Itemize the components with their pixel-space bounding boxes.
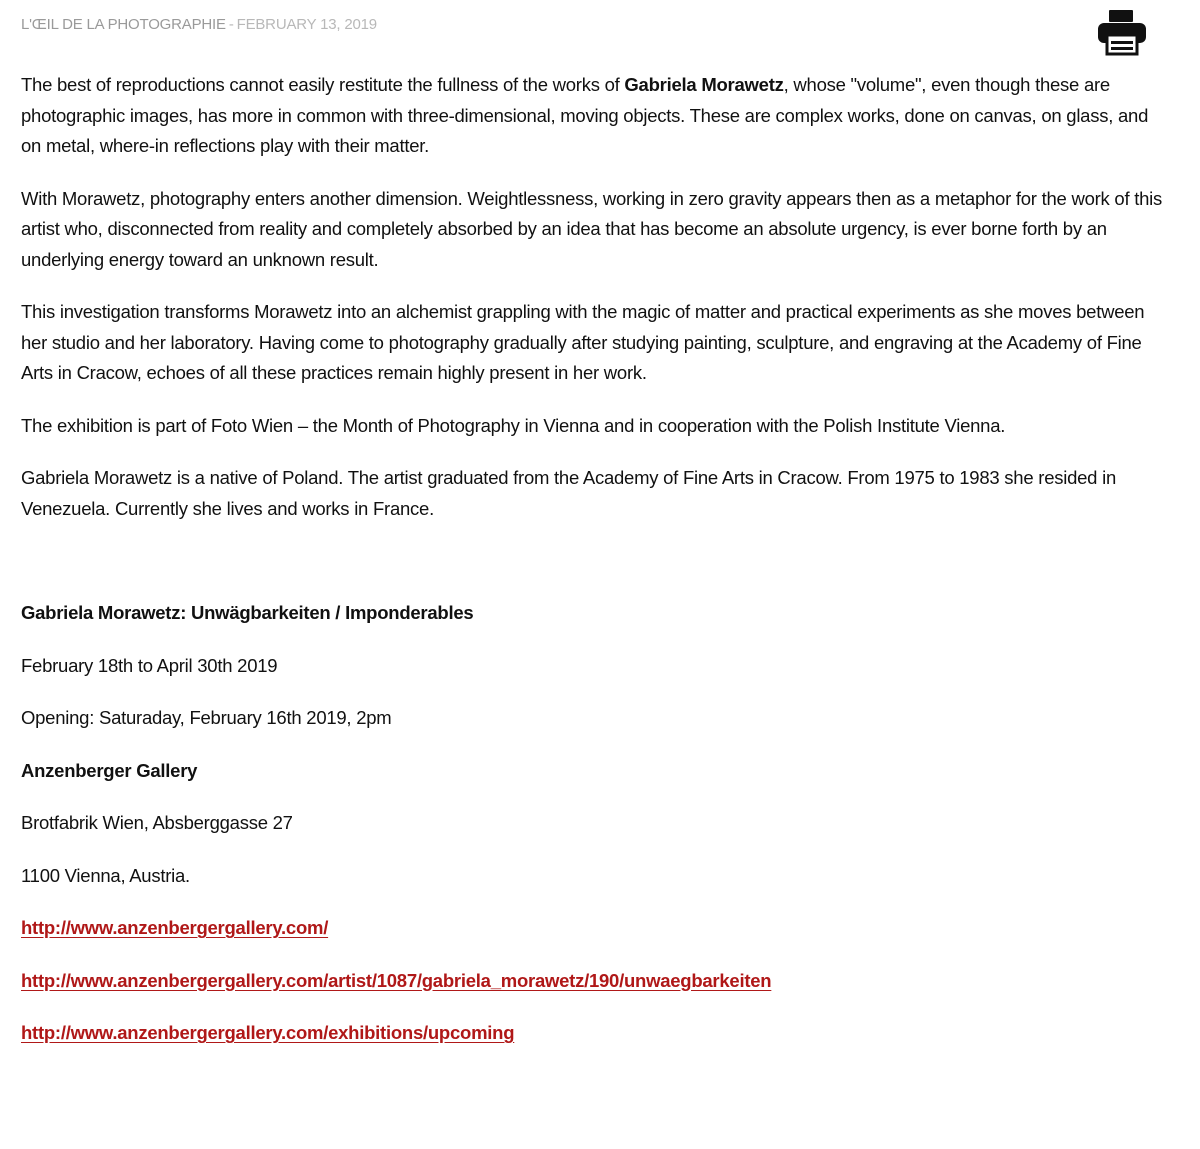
paragraph-1 (21, 70, 1166, 162)
meta-separator: - (228, 16, 234, 33)
link-row-3 (21, 1018, 1166, 1049)
article-body (21, 70, 1166, 1071)
address-line-1: Brotfabrik Wien, Absberggasse 27 (21, 812, 293, 833)
artist-exhibition-link[interactable]: http://www.anzenbergergallery.com/artist/1087/gabriela_morawetz/190/unwaegbarkeiten (21, 969, 772, 991)
gallery-home-link[interactable]: http://www.anzenbergergallery.com/ (21, 917, 329, 938)
source-name: L'ŒIL DE LA PHOTOGRAPHIE (21, 16, 226, 33)
p1-text-before: The best of reproductions cannot easily restitute the fullness of the works of (21, 74, 625, 95)
paragraph-4: The exhibition is part of Foto Wien – the Month of Photography in Vienna and in cooperation with the Polish Institute Vienna. (21, 414, 1006, 436)
upcoming-exhibitions-link[interactable]: http://www.anzenbergergallery.com/exhibitions/upcoming (21, 1022, 515, 1043)
gallery-name (21, 756, 1166, 787)
exhibition-title (21, 598, 1166, 629)
link-row-2 (21, 966, 1166, 997)
exhibition-opening: Opening: Saturaday, February 16th 2019, 2pm (21, 707, 392, 728)
section-spacer (21, 546, 1166, 598)
gallery-name-text: Anzenberger Gallery (21, 759, 198, 781)
artist-name-bold: Gabriela Morawetz (624, 74, 784, 95)
paragraph-5: Gabriela Morawetz is a native of Poland. The artist graduated from the Academy of Fine Arts in Cracow. From 1975 to 1983 she resided in Venezuela. Currently she lives and works in France. (21, 467, 1116, 519)
publish-date: FEBRUARY 13, 2019 (236, 16, 377, 33)
paragraph-2: With Morawetz, photography enters another dimension. Weightlessness, working in zero gravity appears then as a metaphor for the work of this artist who, disconnected from reality and completely absorbed by an idea that has become an absolute urgency, is ever borne forth by an underlying energy toward an unknown result. (21, 187, 1163, 270)
print-button[interactable] (1096, 8, 1148, 56)
article-meta (21, 16, 377, 33)
exhibition-dates: February 18th to April 30th 2019 (21, 654, 278, 676)
p1-text-after: , whose "volume", even though these are photographic images, has more in common with three-dimensional, moving objects. These are complex works, done on canvas, on glass, and on metal, where-in reflections play with their matter. (21, 74, 1149, 156)
exhibition-title-text: Gabriela Morawetz: Unwägbarkeiten / Imponderables (21, 602, 474, 623)
paragraph-3: This investigation transforms Morawetz into an alchemist grappling with the magic of matter and practical experiments as she moves between her studio and her laboratory. Having come to photography gradually after studying painting, sculpture, and engraving at the Academy of Fine Arts in Cracow, echoes of all these practices remain highly present in her work. (21, 301, 1145, 383)
printer-icon (1096, 8, 1148, 56)
address-line-2: 1100 Vienna, Austria. (21, 864, 190, 886)
link-row-1 (21, 913, 1166, 944)
